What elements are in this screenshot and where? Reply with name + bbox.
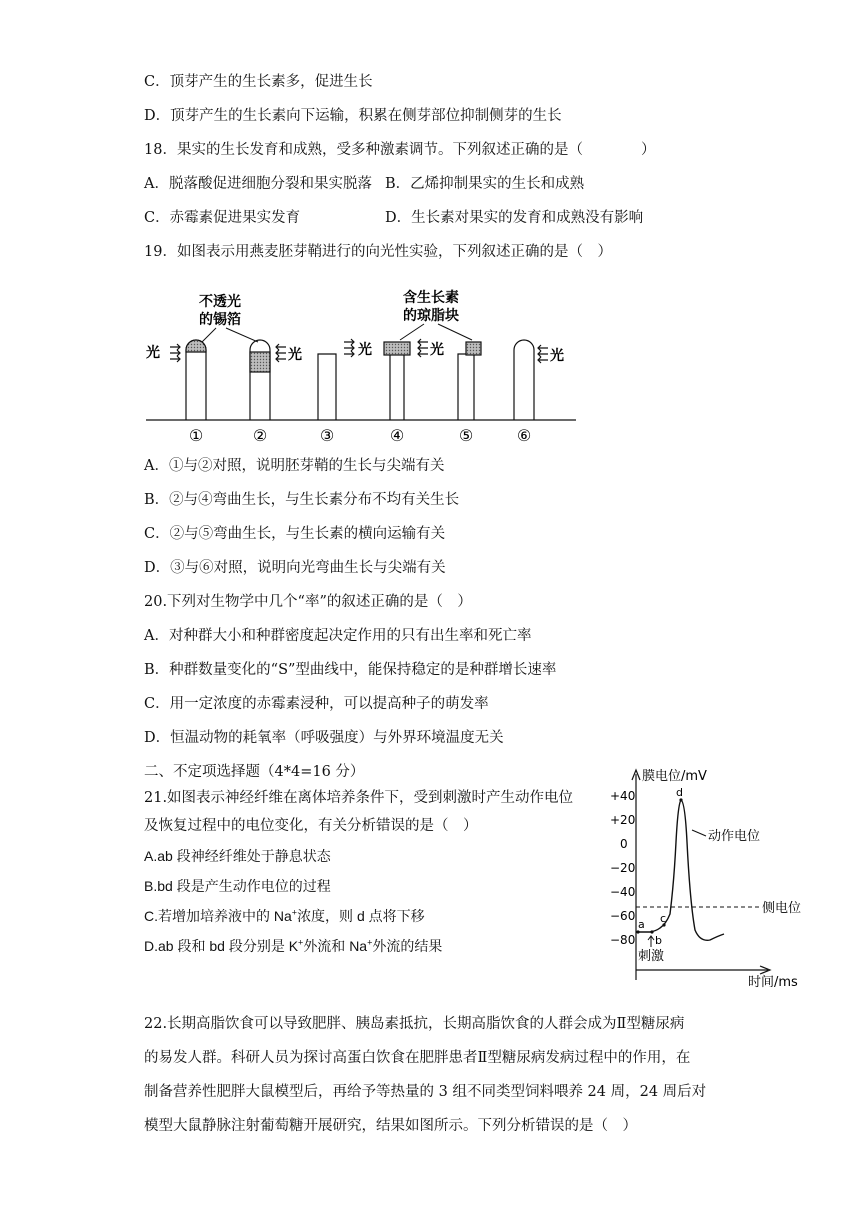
q17-option-d: D．顶芽产生的生长素向下运输，积累在侧芽部位抑制侧芽的生长 <box>144 108 562 124</box>
curve-label-leader <box>692 830 706 836</box>
number-2: ② <box>252 426 268 445</box>
q18-option-b: B．乙烯抑制果实的生长和成熟 <box>385 176 585 192</box>
agar-label-line2: 的琼脂块 <box>403 308 459 324</box>
number-6: ⑥ <box>516 426 532 445</box>
q20-option-d: D．恒温动物的耗氧率（呼吸强度）与外界环境温度无关 <box>144 730 504 746</box>
q17-option-c: C．顶芽产生的生长素多，促进生长 <box>144 74 373 90</box>
coleoptile-5 <box>458 342 481 420</box>
y-axis-label: 膜电位/mV <box>642 769 707 784</box>
ytick-0: 0 <box>620 837 628 851</box>
number-3: ③ <box>319 426 335 445</box>
curve-label: 动作电位 <box>708 829 761 844</box>
q20-option-b: B．种群数量变化的“S”型曲线中，能保持稳定的是种群增长速率 <box>144 662 557 678</box>
ytick-p40: +40 <box>610 789 636 803</box>
q22-line4: 模型大鼠静脉注射葡萄糖开展研究，结果如图所示。下列分析错误的是（ ） <box>144 1118 637 1134</box>
na-plus-sup: + <box>291 907 298 918</box>
light-label-6: 光 <box>550 348 564 364</box>
k-plus-sup: + <box>298 937 304 948</box>
agar-leader-line-2 <box>438 324 472 340</box>
coleoptile-3 <box>318 354 336 420</box>
q20-option-a: A．对种群大小和种群密度起决定作用的只有出生率和死亡率 <box>144 628 532 644</box>
x-axis-label: 时间/ms <box>748 975 798 990</box>
q18-stem: 18．果实的生长发育和成熟，受多种激素调节。下列叙述正确的是（ ） <box>144 142 656 158</box>
number-1: ① <box>188 426 204 445</box>
agar-leader-line <box>400 324 424 340</box>
ytick-p20: +20 <box>610 813 636 827</box>
foil-label-line1: 不透光 <box>199 294 241 310</box>
ytick-m20: −20 <box>610 861 636 875</box>
light-label-2: 光 <box>288 347 302 363</box>
number-5: ⑤ <box>458 426 474 445</box>
light-arrows-6 <box>538 345 548 363</box>
q19-stem: 19．如图表示用燕麦胚芽鞘进行的向光性实验，下列叙述正确的是（ ） <box>144 244 612 260</box>
q21-option-a: A.ab 段神经纤维处于静息状态 <box>144 848 331 864</box>
q19-option-b: B．②与④弯曲生长，与生长素分布不均有关生长 <box>144 492 460 508</box>
q20-stem: 20.下列对生物学中几个“率”的叙述正确的是（ ） <box>144 594 472 610</box>
light-arrows-1 <box>170 344 180 362</box>
threshold-label: 侧电位 <box>762 901 802 916</box>
foil-label-line2: 的锡箔 <box>199 312 241 328</box>
coleoptile-4 <box>344 339 444 420</box>
q18-option-d: D．生长素对果实的发育和成熟没有影响 <box>385 210 644 226</box>
action-potential-chart <box>598 762 814 994</box>
q21-stem-line1: 21.如图表示神经纤维在离体培养条件下，受到刺激时产生动作电位 <box>144 790 574 806</box>
q21-option-d-pre: D.ab 段和 bd 段分别是 K <box>144 938 299 954</box>
q21-option-d <box>144 936 442 956</box>
light-label-1: 光 <box>146 345 160 361</box>
point-c-label: c <box>660 912 667 925</box>
q22-line2: 的易发人群。科研人员为探讨高蛋白饮食在肥胖患者Ⅱ型糖尿病发病过程中的作用，在 <box>144 1050 691 1066</box>
light-arrows-4b <box>418 339 428 357</box>
ytick-m80: −80 <box>610 933 636 947</box>
light-label-4b: 光 <box>430 342 444 358</box>
ytick-m60: −60 <box>610 909 636 923</box>
q21-option-d-post: 外流的结果 <box>372 938 443 954</box>
ytick-m40: −40 <box>610 885 636 899</box>
q21-stem-line2: 及恢复过程中的电位变化，有关分析错误的是（ ） <box>144 818 478 834</box>
coleoptile-1 <box>146 340 206 420</box>
q21-option-b: B.bd 段是产生动作电位的过程 <box>144 878 331 894</box>
light-arrows-4 <box>344 339 354 357</box>
q19-option-d: D．③与⑥对照，说明向光弯曲生长与尖端有关 <box>144 560 446 576</box>
q21-option-c <box>144 906 425 926</box>
agar-label-line1: 含生长素 <box>403 290 459 306</box>
stimulus-label: 刺激 <box>638 949 665 964</box>
section-2-title: 二、不定项选择题（4*4=16 分） <box>144 764 365 780</box>
q21-option-c-pre: C.若增加培养液中的 Na <box>144 908 292 924</box>
na-plus-sup-2: + <box>367 937 373 948</box>
point-a-label: a <box>638 918 645 931</box>
point-b-dot <box>650 930 653 933</box>
point-b-label: b <box>655 934 662 947</box>
q22-line1: 22.长期高脂饮食可以导致肥胖、胰岛素抵抗，长期高脂饮食的人群会成为Ⅱ型糖尿病 <box>144 1016 685 1032</box>
light-label-4: 光 <box>358 342 372 358</box>
q20-option-c: C．用一定浓度的赤霉素浸种，可以提高种子的萌发率 <box>144 696 489 712</box>
q22-line3: 制备营养性肥胖大鼠模型后，再给予等热量的 3 组不同类型饲料喂养 24 周，24 周后对 <box>144 1084 707 1100</box>
q19-option-a: A．①与②对照，说明胚芽鞘的生长与尖端有关 <box>144 458 445 474</box>
number-4: ④ <box>389 426 405 445</box>
point-d-label: d <box>676 786 683 799</box>
q19-option-c: C．②与⑤弯曲生长，与生长素的横向运输有关 <box>144 526 446 542</box>
coleoptile-6 <box>514 340 564 420</box>
q21-option-d-mid: 外流和 Na <box>303 938 368 954</box>
q18-option-c: C．赤霉素促进果实发育 <box>144 210 301 226</box>
coleoptile-experiment-figure <box>136 280 596 450</box>
foil-leader-line-2 <box>226 328 258 342</box>
q21-option-c-post: 浓度，则 d 点将下移 <box>297 908 425 924</box>
action-potential-curve <box>636 800 724 940</box>
light-arrows-2 <box>276 344 286 362</box>
q18-option-a: A．脱落酸促进细胞分裂和果实脱落 <box>144 176 372 192</box>
coleoptile-2 <box>250 340 302 420</box>
stimulus-arrow <box>648 936 654 947</box>
